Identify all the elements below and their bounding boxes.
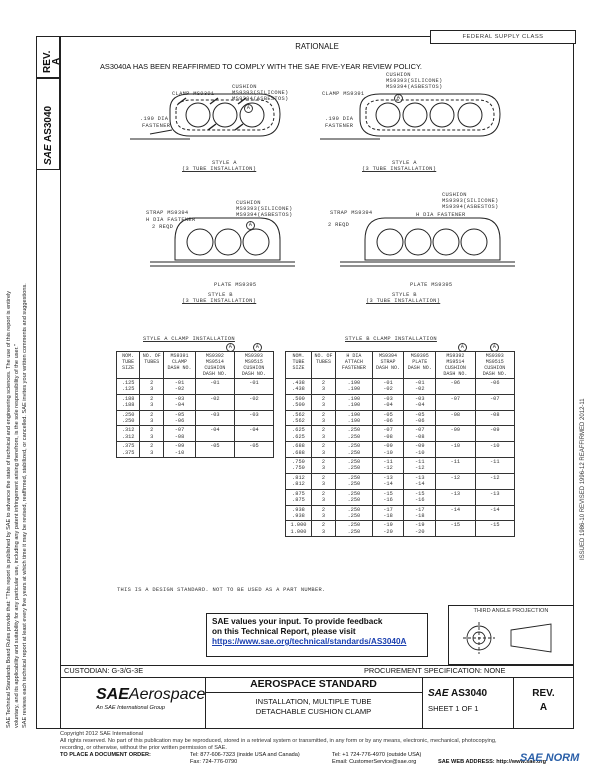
hatch-d bbox=[210, 98, 218, 104]
style-b2-caption: STYLE B bbox=[392, 292, 417, 298]
table-cell: -11 bbox=[436, 458, 475, 474]
rationale-title: RATIONALE bbox=[295, 42, 339, 51]
custodian: CUSTODIAN: G-3/G-3E bbox=[64, 666, 144, 675]
table-row bbox=[117, 442, 274, 458]
style-a2-cushion-silicone: MS9393(SILICONE) bbox=[386, 78, 443, 84]
projection-label: THIRD ANGLE PROJECTION bbox=[473, 608, 549, 614]
table-cell: .625 .625 bbox=[286, 426, 312, 442]
table-cell: -01 bbox=[195, 379, 234, 395]
title-doc: AS3040 bbox=[450, 688, 488, 699]
style-b2-cushion-asbestos: MS9394(ASBESTOS) bbox=[442, 204, 499, 210]
table-b-col-strap: MS9394 STRAP DASH NO. bbox=[372, 352, 404, 379]
table-a-header-row bbox=[117, 352, 274, 379]
style-b-cushion-asbestos: MS9394(ASBESTOS) bbox=[236, 212, 293, 218]
table-b-col-size: NOM. TUBE SIZE bbox=[286, 352, 312, 379]
style-a2-cushion-asbestos: MS9394(ASBESTOS) bbox=[386, 84, 443, 90]
style-a-marker: A bbox=[244, 104, 253, 113]
issue-dates: ISSUED 1986-10 REVISED 1996-12 REAFFIRMED 2012-11 bbox=[580, 398, 586, 560]
table-cell: -15 -16 bbox=[404, 489, 436, 505]
table-cell: -03 bbox=[195, 410, 234, 426]
table-cell: -19 -20 bbox=[372, 521, 404, 537]
doc-title-1: INSTALLATION, MULTIPLE TUBE bbox=[255, 697, 372, 706]
table-cell: 2 3 bbox=[140, 442, 164, 458]
table-cell: -11 bbox=[475, 458, 514, 474]
style-b-cushion-silicone: MS9393(SILICONE) bbox=[236, 206, 293, 212]
table-row bbox=[286, 442, 515, 458]
table-cell: -05 bbox=[195, 442, 234, 458]
table-cell: -05 bbox=[234, 442, 273, 458]
side-notice-3: SAE reviews each technical report at least every five years at which time it may be revised, reaffirmed, stabilized, or cancelled. SAE invites your written comments and suggestions. bbox=[22, 283, 28, 728]
table-cell: -02 bbox=[234, 394, 273, 410]
table-cell: -17 -18 bbox=[404, 505, 436, 521]
copyright: Copyright 2012 SAE International bbox=[60, 731, 144, 737]
table-cell: -04 bbox=[195, 426, 234, 442]
table-cell: .190 .190 bbox=[336, 410, 373, 426]
table-cell: 2 3 bbox=[311, 442, 335, 458]
table-a-marker-1: A bbox=[226, 343, 235, 352]
table-cell: -09 -10 bbox=[404, 442, 436, 458]
table-a-col-clamp: MS9391 CLAMP DASH NO. bbox=[164, 352, 196, 379]
table-cell: .375 .375 bbox=[117, 442, 140, 458]
tube-2 bbox=[405, 229, 431, 255]
tube-1 bbox=[186, 103, 210, 127]
table-cell: .250 .250 bbox=[336, 426, 373, 442]
table-cell: .312 .312 bbox=[117, 426, 140, 442]
tube-1 bbox=[377, 229, 403, 255]
table-row bbox=[286, 505, 515, 521]
title-rev-value: A bbox=[539, 702, 548, 713]
table-cell: -09 bbox=[475, 426, 514, 442]
table-cell: .190 .190 bbox=[336, 394, 373, 410]
table-cell: -12 bbox=[475, 473, 514, 489]
table-a-body bbox=[117, 379, 274, 458]
tube-1 bbox=[187, 229, 213, 255]
title-divider-2 bbox=[422, 677, 423, 729]
table-cell: 2 3 bbox=[311, 505, 335, 521]
table-b-body bbox=[286, 379, 515, 537]
table-a-col-cushion-a: MS9392 MS9514 CUSHION DASH NO. bbox=[195, 352, 234, 379]
table-cell: 2 3 bbox=[140, 410, 164, 426]
table-row bbox=[286, 394, 515, 410]
table-row bbox=[117, 379, 274, 395]
tube-3 bbox=[430, 103, 454, 127]
table-cell: -01 -02 bbox=[164, 379, 196, 395]
style-b2-cushion-label: CUSHION bbox=[442, 192, 467, 198]
table-cell: -01 -02 bbox=[372, 379, 404, 395]
table-cell: -14 bbox=[436, 505, 475, 521]
style-b2-cushion-silicone: MS9393(SILICONE) bbox=[442, 198, 499, 204]
table-cell: -03 -04 bbox=[164, 394, 196, 410]
table-cell: -15 bbox=[475, 521, 514, 537]
table-cell: .250 .250 bbox=[336, 473, 373, 489]
table-cell: -11 -12 bbox=[372, 458, 404, 474]
doc-number-box bbox=[36, 78, 60, 170]
table-cell: 2 3 bbox=[311, 410, 335, 426]
fastener-leader bbox=[150, 130, 172, 134]
table-cell: .250 .250 bbox=[336, 489, 373, 505]
style-b-reqd-label: 2 REQD bbox=[152, 224, 174, 230]
table-row bbox=[286, 379, 515, 395]
table-cell: -13 -14 bbox=[404, 473, 436, 489]
table-cell: -05 -06 bbox=[164, 410, 196, 426]
sae-aerospace-logo bbox=[96, 686, 205, 704]
tube-1 bbox=[376, 103, 400, 127]
table-cell: -08 bbox=[436, 410, 475, 426]
title-doc-number bbox=[428, 688, 487, 699]
cushion-outline bbox=[176, 100, 274, 130]
table-b-title: STYLE B CLAMP INSTALLATION bbox=[345, 336, 437, 342]
table-cell: -12 bbox=[436, 473, 475, 489]
style-a-clamp-label: CLAMP MS9391 bbox=[172, 91, 215, 97]
style-a-cushion-asbestos: MS9394(ASBESTOS) bbox=[232, 96, 289, 102]
table-row bbox=[286, 458, 515, 474]
table-cell: -19 -20 bbox=[404, 521, 436, 537]
tube-4 bbox=[458, 103, 482, 127]
table-cell: -17 -18 bbox=[372, 505, 404, 521]
table-cell: 2 3 bbox=[140, 426, 164, 442]
table-cell: .562 .562 bbox=[286, 410, 312, 426]
table-cell: -06 bbox=[436, 379, 475, 395]
table-cell: 2 3 bbox=[311, 489, 335, 505]
table-row bbox=[286, 473, 515, 489]
style-b2-plate-label: PLATE MS9395 bbox=[410, 282, 453, 288]
tube-2 bbox=[403, 103, 427, 127]
doc-number: AS3040 bbox=[43, 105, 54, 143]
style-b2-subcaption: (3 TUBE INSTALLATION) bbox=[366, 298, 441, 304]
style-b-subcaption: (3 TUBE INSTALLATION) bbox=[182, 298, 257, 304]
style-b2-strap-label: STRAP MS9394 bbox=[330, 210, 373, 216]
projection-symbol bbox=[451, 614, 571, 660]
table-cell: -10 bbox=[475, 442, 514, 458]
table-cell: -15 -16 bbox=[372, 489, 404, 505]
table-cell: 2 3 bbox=[311, 379, 335, 395]
style-a2-cushion-label: CUSHION bbox=[386, 72, 411, 78]
table-cell: 2 3 bbox=[140, 379, 164, 395]
table-cell: .812 .812 bbox=[286, 473, 312, 489]
table-cell: -09 bbox=[436, 426, 475, 442]
table-cell: -07 -08 bbox=[372, 426, 404, 442]
table-cell: -02 bbox=[195, 394, 234, 410]
aerospace-standard-title: AEROSPACE STANDARD bbox=[250, 678, 377, 690]
table-a-col-tubes: NO. OF TUBES bbox=[140, 352, 164, 379]
tel-outside: Tel: +1 724-776-4970 (outside USA) bbox=[332, 752, 422, 758]
feedback-line-1: SAE values your input. To provide feedback bbox=[212, 617, 383, 626]
table-cell: 2 3 bbox=[311, 458, 335, 474]
feedback-box bbox=[206, 613, 428, 657]
projection-box bbox=[448, 605, 574, 665]
email: Email: CustomerService@sae.org bbox=[332, 759, 417, 765]
table-cell: -01 bbox=[234, 379, 273, 395]
table-b-col-plate: MS9395 PLATE DASH NO. bbox=[404, 352, 436, 379]
table-cell: -11 -12 bbox=[404, 458, 436, 474]
watermark: SAE NORM bbox=[520, 752, 580, 764]
table-cell: -07 bbox=[475, 394, 514, 410]
table-cell: -03 -04 bbox=[372, 394, 404, 410]
table-row bbox=[286, 489, 515, 505]
table-row bbox=[117, 394, 274, 410]
table-cell: .500 .500 bbox=[286, 394, 312, 410]
table-cell: -13 bbox=[475, 489, 514, 505]
table-cell: .250 .250 bbox=[336, 458, 373, 474]
table-cell: -09 -10 bbox=[164, 442, 196, 458]
table-row bbox=[286, 410, 515, 426]
table-cell: .250 .250 bbox=[336, 442, 373, 458]
table-a-title: STYLE A CLAMP INSTALLATION bbox=[143, 336, 235, 342]
tel-inside: Tel: 877-606-7323 (inside USA and Canada) bbox=[190, 752, 300, 758]
style-a-subcaption: (3 TUBE INSTALLATION) bbox=[182, 166, 257, 172]
table-b-marker-2: A bbox=[490, 343, 499, 352]
style-a2-marker: A bbox=[394, 94, 403, 103]
style-b-hdia-label: H DIA FASTENER bbox=[146, 217, 196, 223]
sae-logo-vertical: SAE bbox=[43, 144, 54, 165]
table-row bbox=[117, 410, 274, 426]
table-row bbox=[286, 426, 515, 442]
style-b-marker: A bbox=[246, 221, 255, 230]
table-cell: .875 .875 bbox=[286, 489, 312, 505]
table-cell: .125 .125 bbox=[117, 379, 140, 395]
style-a2-fastener-label: FASTENER bbox=[325, 123, 354, 129]
logo-subtitle: An SAE International Group bbox=[96, 705, 166, 711]
rev-value: A bbox=[51, 57, 62, 65]
table-cell: .250 .250 bbox=[117, 410, 140, 426]
table-b-col-fastener: H DIA ATTACH FASTENER bbox=[336, 352, 373, 379]
table-cell: .250 .250 bbox=[336, 521, 373, 537]
sheet-number: SHEET 1 OF 1 bbox=[428, 704, 479, 713]
table-cell: .250 .250 bbox=[336, 505, 373, 521]
table-cell: -07 bbox=[436, 394, 475, 410]
rights-line-1: All rights reserved. No part of this publication may be reproduced, stored in a retrieval system or transmitted, in any form or by any means, electronic, mechanical, photocopying, bbox=[60, 738, 497, 744]
table-cell: -10 bbox=[436, 442, 475, 458]
table-cell: -06 bbox=[475, 379, 514, 395]
projection-cone bbox=[511, 624, 551, 652]
table-b-header-row bbox=[286, 352, 515, 379]
style-a2-subcaption: (3 TUBE INSTALLATION) bbox=[362, 166, 437, 172]
table-row bbox=[286, 521, 515, 537]
rationale-text: AS3040A HAS BEEN REAFFIRMED TO COMPLY WITH THE SAE FIVE-YEAR REVIEW POLICY. bbox=[100, 62, 422, 71]
style-a2-dia-label: .190 DIA bbox=[325, 116, 354, 122]
table-cell: -08 bbox=[475, 410, 514, 426]
table-cell: 2 3 bbox=[311, 521, 335, 537]
table-b bbox=[285, 351, 515, 537]
design-note: THIS IS A DESIGN STANDARD. NOT TO BE USED AS A PART NUMBER. bbox=[117, 587, 326, 593]
table-cell: -01 -02 bbox=[404, 379, 436, 395]
table-cell: .938 .938 bbox=[286, 505, 312, 521]
table-cell: .190 .190 bbox=[336, 379, 373, 395]
fax: Fax: 724-776-0790 bbox=[190, 759, 238, 765]
table-cell: 2 3 bbox=[311, 426, 335, 442]
table-a bbox=[116, 351, 274, 458]
strap-outline bbox=[175, 218, 280, 260]
style-a-caption: STYLE A bbox=[212, 160, 237, 166]
rev-label: REV. bbox=[42, 50, 53, 73]
table-a-marker-2: A bbox=[253, 343, 262, 352]
supply-class-box: FEDERAL SUPPLY CLASS bbox=[430, 30, 576, 44]
style-a-cushion-label: CUSHION bbox=[232, 84, 257, 90]
style-a-fastener-label: FASTENER bbox=[142, 123, 171, 129]
table-b-col-tubes: NO. OF TUBES bbox=[311, 352, 335, 379]
table-cell: -03 -04 bbox=[404, 394, 436, 410]
table-cell: -14 bbox=[475, 505, 514, 521]
table-cell: -05 -06 bbox=[372, 410, 404, 426]
table-a-col-size: NOM. TUBE SIZE bbox=[117, 352, 140, 379]
table-cell: -09 -10 bbox=[372, 442, 404, 458]
tube-3 bbox=[243, 229, 269, 255]
table-cell: -13 bbox=[436, 489, 475, 505]
table-cell: 2 3 bbox=[140, 394, 164, 410]
web-address: SAE WEB ADDRESS: http://www.sae.org bbox=[438, 759, 547, 765]
style-b-cushion-label: CUSHION bbox=[236, 200, 261, 206]
style-a-cushion-silicone: MS9393(SILICONE) bbox=[232, 90, 289, 96]
hatch-b bbox=[208, 124, 216, 130]
table-cell: .438 .438 bbox=[286, 379, 312, 395]
table-cell: .188 .188 bbox=[117, 394, 140, 410]
style-b-plate-label: PLATE MS9395 bbox=[214, 282, 257, 288]
logo-sae: SAE bbox=[96, 686, 129, 703]
table-cell: -07 -08 bbox=[404, 426, 436, 442]
table-a-col-cushion-b: MS9393 MS9515 CUSHION DASH NO. bbox=[234, 352, 273, 379]
table-cell: .750 .750 bbox=[286, 458, 312, 474]
procurement: PROCUREMENT SPECIFICATION: NONE bbox=[364, 666, 506, 675]
doc-number-vertical bbox=[43, 106, 54, 165]
style-b2-reqd-label: 2 REQD bbox=[328, 222, 350, 228]
rev-box bbox=[36, 36, 60, 78]
tube-2 bbox=[213, 103, 237, 127]
side-notice-1: SAE Technical Standards Board Rules provide that: "This report is published by SAE to advance the state of technical and engineering sciences. The use of this report is entirely bbox=[6, 290, 12, 728]
table-cell: -05 -06 bbox=[404, 410, 436, 426]
style-b-caption: STYLE B bbox=[208, 292, 233, 298]
title-sae-logo: SAE bbox=[428, 688, 449, 699]
style-a2-caption: STYLE A bbox=[392, 160, 417, 166]
table-cell: -13 -14 bbox=[372, 473, 404, 489]
tube-3 bbox=[433, 229, 459, 255]
tube-2 bbox=[215, 229, 241, 255]
style-b-strap-label: STRAP MS9394 bbox=[146, 210, 189, 216]
hatch-c bbox=[235, 124, 243, 130]
table-b-marker-1: A bbox=[458, 343, 467, 352]
feedback-line-2: on this Technical Report, please visit bbox=[212, 627, 356, 636]
rights-line-2: recording, or otherwise, without the prior written permission of SAE. bbox=[60, 745, 227, 751]
doc-title-2: DETACHABLE CUSHION CLAMP bbox=[255, 707, 372, 716]
table-b-col-cushion-b: MS9393 MS9515 CUSHION DASH NO. bbox=[475, 352, 514, 379]
table-cell: .688 .688 bbox=[286, 442, 312, 458]
table-cell: 2 3 bbox=[311, 394, 335, 410]
logo-aerospace: Aerospace bbox=[128, 686, 206, 703]
feedback-link[interactable]: https://www.sae.org/technical/standards/AS3040A bbox=[212, 637, 407, 646]
side-notice-2: voluntary, and its applicability and suitability for any particular use, including any patent infringement arising therefrom, is the sole responsibility of the user." bbox=[14, 344, 20, 728]
order-label: TO PLACE A DOCUMENT ORDER: bbox=[60, 752, 151, 758]
table-cell: -07 -08 bbox=[164, 426, 196, 442]
table-row bbox=[117, 426, 274, 442]
table-cell: -15 bbox=[436, 521, 475, 537]
hatch-a bbox=[178, 98, 186, 104]
style-a2-clamp-label: CLAMP MS9391 bbox=[322, 91, 365, 97]
title-divider-h bbox=[205, 692, 422, 693]
style-b2-hdia-label: H DIA FASTENER bbox=[416, 212, 466, 218]
tube-4 bbox=[461, 229, 487, 255]
style-a-figure-right bbox=[320, 84, 520, 179]
style-a-dia-label: .190 DIA bbox=[140, 116, 169, 122]
table-cell: 1.000 1.000 bbox=[286, 521, 312, 537]
table-cell: -04 bbox=[234, 426, 273, 442]
table-cell: -03 bbox=[234, 410, 273, 426]
title-rev-label: REV. bbox=[532, 688, 555, 699]
table-b-col-cushion-a: MS9392 MS9514 CUSHION DASH NO. bbox=[436, 352, 475, 379]
table-cell: 2 3 bbox=[311, 473, 335, 489]
